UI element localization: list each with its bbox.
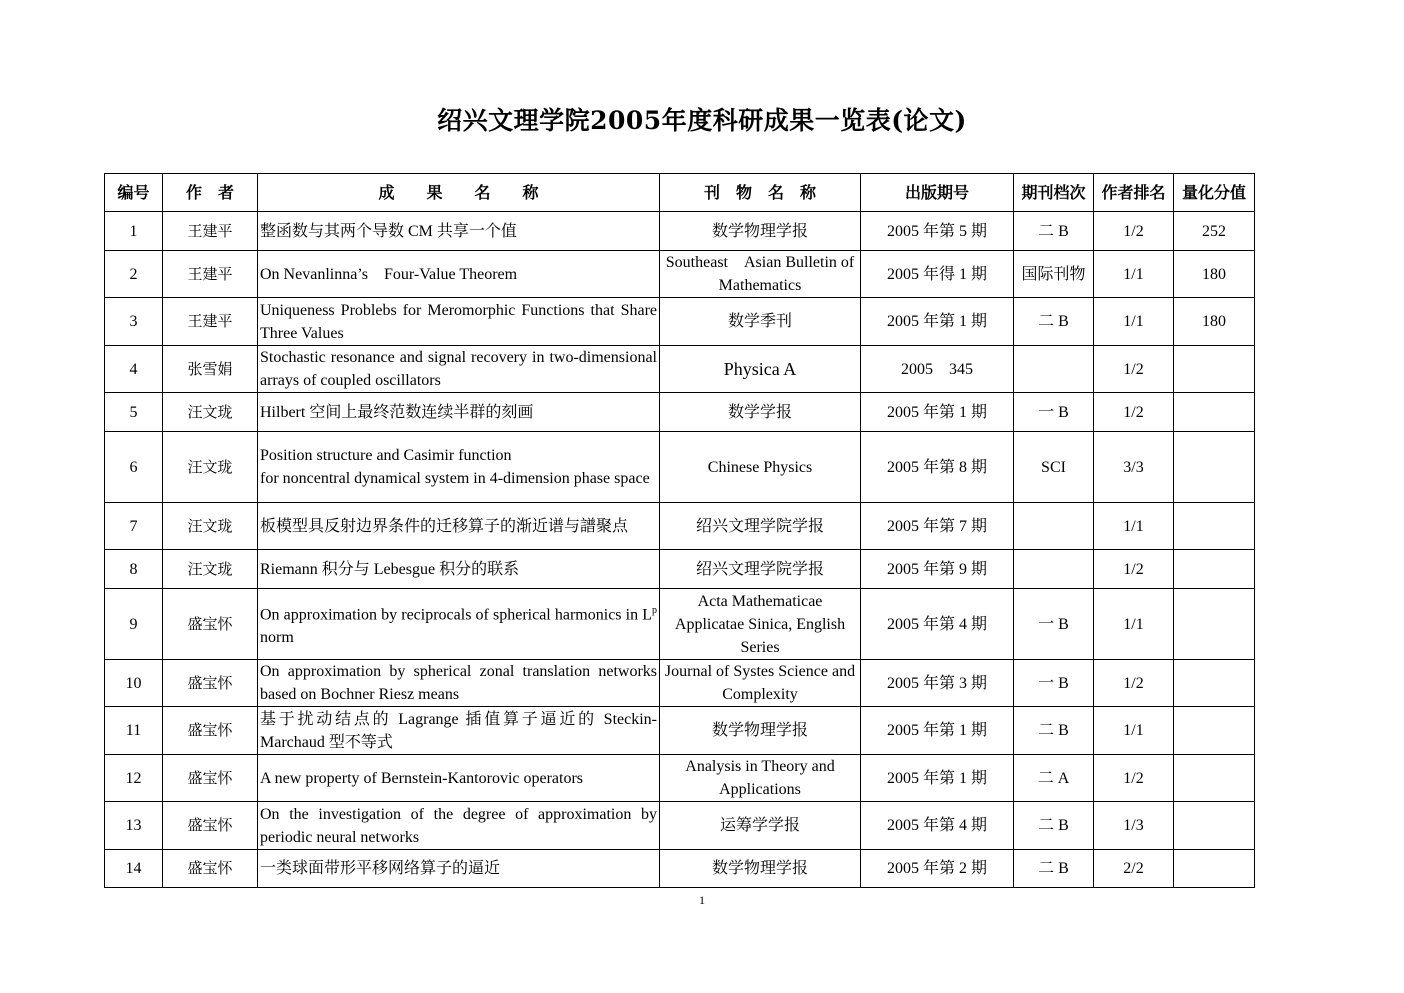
cell-score: [1174, 707, 1255, 755]
cell-author: 汪文珑: [163, 550, 258, 589]
cell-number: 12: [105, 755, 163, 802]
cell-journal: 绍兴文理学院学报: [660, 550, 861, 589]
research-results-table: [104, 173, 1255, 888]
cell-number: 8: [105, 550, 163, 589]
cell-grade: [1014, 503, 1094, 550]
cell-number: 3: [105, 298, 163, 346]
cell-score: [1174, 850, 1255, 888]
cell-issue: 2005 年第 2 期: [861, 850, 1014, 888]
cell-rank: 1/2: [1094, 393, 1174, 432]
cell-paper: 一类球面带形平移网络算子的逼近: [258, 850, 660, 888]
cell-author: 王建平: [163, 251, 258, 298]
cell-paper: [258, 589, 660, 660]
cell-author: 张雪娟: [163, 346, 258, 393]
header-journal: 刊 物 名 称: [660, 174, 861, 212]
cell-score: 180: [1174, 298, 1255, 346]
cell-grade: 二 B: [1014, 298, 1094, 346]
cell-score: [1174, 550, 1255, 589]
cell-number: 11: [105, 707, 163, 755]
cell-rank: 1/3: [1094, 802, 1174, 850]
cell-number: 13: [105, 802, 163, 850]
cell-paper: Uniqueness Problebs for Meromorphic Functions that Share Three Values: [258, 298, 660, 346]
cell-rank: 1/1: [1094, 503, 1174, 550]
cell-issue: 2005 年第 1 期: [861, 755, 1014, 802]
cell-rank: 1/2: [1094, 755, 1174, 802]
cell-rank: 2/2: [1094, 850, 1174, 888]
table-row: [105, 755, 1255, 802]
table-row: [105, 660, 1255, 707]
cell-journal: 数学季刊: [660, 298, 861, 346]
cell-score: [1174, 393, 1255, 432]
cell-grade: 国际刊物: [1014, 251, 1094, 298]
cell-journal: Journal of Systes Science and Complexity: [660, 660, 861, 707]
cell-issue: 2005 年第 1 期: [861, 707, 1014, 755]
cell-author: 盛宝怀: [163, 802, 258, 850]
table-row: [105, 503, 1255, 550]
cell-rank: 1/2: [1094, 346, 1174, 393]
cell-grade: [1014, 346, 1094, 393]
cell-rank: 1/1: [1094, 707, 1174, 755]
cell-paper: Stochastic resonance and signal recovery in two-dimensional arrays of coupled oscillators: [258, 346, 660, 393]
cell-journal: 绍兴文理学院学报: [660, 503, 861, 550]
cell-paper: 板模型具反射边界条件的迁移算子的渐近谱与譜聚点: [258, 503, 660, 550]
cell-journal: 数学物理学报: [660, 707, 861, 755]
table-row: [105, 850, 1255, 888]
cell-journal: 数学物理学报: [660, 212, 861, 251]
cell-journal: Southeast Asian Bulletin of Mathematics: [660, 251, 861, 298]
cell-journal: 运筹学学报: [660, 802, 861, 850]
cell-rank: 1/2: [1094, 212, 1174, 251]
cell-grade: 二 B: [1014, 707, 1094, 755]
header-score: 量化分值: [1174, 174, 1255, 212]
cell-score: [1174, 432, 1255, 503]
cell-grade: 一 B: [1014, 660, 1094, 707]
cell-author: 盛宝怀: [163, 850, 258, 888]
cell-author: 汪文珑: [163, 503, 258, 550]
cell-number: 4: [105, 346, 163, 393]
cell-rank: 1/1: [1094, 589, 1174, 660]
cell-journal: Analysis in Theory and Applications: [660, 755, 861, 802]
cell-journal: 数学物理学报: [660, 850, 861, 888]
cell-grade: 二 B: [1014, 802, 1094, 850]
header-issue: 出版期号: [861, 174, 1014, 212]
header-journal-grade: 期刊档次: [1014, 174, 1094, 212]
cell-number: 14: [105, 850, 163, 888]
cell-number: 6: [105, 432, 163, 503]
cell-paper: 整函数与其两个导数 CM 共享一个值: [258, 212, 660, 251]
cell-issue: 2005 年得 1 期: [861, 251, 1014, 298]
cell-number: 1: [105, 212, 163, 251]
cell-paper: A new property of Bernstein-Kantorovic operators: [258, 755, 660, 802]
table-row: [105, 432, 1255, 503]
table-row: [105, 346, 1255, 393]
header-author: 作 者: [163, 174, 258, 212]
cell-author: 王建平: [163, 298, 258, 346]
cell-issue: 2005 年第 4 期: [861, 589, 1014, 660]
cell-score: [1174, 346, 1255, 393]
cell-paper: Riemann 积分与 Lebesgue 积分的联系: [258, 550, 660, 589]
cell-paper: On approximation by spherical zonal translation networks based on Bochner Riesz means: [258, 660, 660, 707]
cell-journal: Acta Mathematicae Applicatae Sinica, English Series: [660, 589, 861, 660]
cell-author: 汪文珑: [163, 432, 258, 503]
cell-score: [1174, 589, 1255, 660]
cell-paper: [258, 432, 660, 503]
cell-grade: 二 B: [1014, 850, 1094, 888]
header-paper-title: 成 果 名 称: [258, 174, 660, 212]
paper-title-line-1: Position structure and Casimir function: [260, 447, 512, 464]
cell-grade: 二 B: [1014, 212, 1094, 251]
cell-score: [1174, 802, 1255, 850]
cell-number: 9: [105, 589, 163, 660]
cell-issue: 2005 345: [861, 346, 1014, 393]
paper-title-text: On approximation by reciprocals of spherical harmonics in L: [260, 606, 652, 624]
cell-score: [1174, 660, 1255, 707]
cell-score: 252: [1174, 212, 1255, 251]
table-row: [105, 589, 1255, 660]
cell-author: 王建平: [163, 212, 258, 251]
table-row: [105, 212, 1255, 251]
paper-title-line-2: for noncentral dynamical system in 4-dimension phase space: [260, 470, 650, 487]
paper-title-tail: norm: [260, 629, 294, 647]
cell-issue: 2005 年第 8 期: [861, 432, 1014, 503]
cell-author: 盛宝怀: [163, 589, 258, 660]
cell-journal: Physica A: [660, 346, 861, 393]
cell-author: 盛宝怀: [163, 707, 258, 755]
cell-number: 5: [105, 393, 163, 432]
cell-rank: 1/2: [1094, 660, 1174, 707]
cell-paper: 基于扰动结点的 Lagrange 插值算子逼近的 Steckin-Marchaud 型不等式: [258, 707, 660, 755]
cell-issue: 2005 年第 7 期: [861, 503, 1014, 550]
cell-grade: SCI: [1014, 432, 1094, 503]
cell-journal: Chinese Physics: [660, 432, 861, 503]
table-row: [105, 298, 1255, 346]
paper-title-superscript: p: [652, 604, 657, 616]
cell-author: 盛宝怀: [163, 755, 258, 802]
cell-author: 盛宝怀: [163, 660, 258, 707]
header-number: 编号: [105, 174, 163, 212]
header-author-rank: 作者排名: [1094, 174, 1174, 212]
cell-issue: 2005 年第 4 期: [861, 802, 1014, 850]
cell-issue: 2005 年第 1 期: [861, 393, 1014, 432]
cell-grade: [1014, 550, 1094, 589]
cell-grade: 一 B: [1014, 393, 1094, 432]
cell-paper: On the investigation of the degree of approximation by periodic neural networks: [258, 802, 660, 850]
table-row: [105, 251, 1255, 298]
cell-score: [1174, 503, 1255, 550]
cell-score: 180: [1174, 251, 1255, 298]
cell-rank: 1/2: [1094, 550, 1174, 589]
cell-rank: 3/3: [1094, 432, 1174, 503]
cell-grade: 一 B: [1014, 589, 1094, 660]
cell-issue: 2005 年第 5 期: [861, 212, 1014, 251]
cell-grade: 二 A: [1014, 755, 1094, 802]
table-row: [105, 550, 1255, 589]
cell-rank: 1/1: [1094, 251, 1174, 298]
cell-issue: 2005 年第 3 期: [861, 660, 1014, 707]
page-number: 1: [699, 893, 705, 907]
cell-number: 7: [105, 503, 163, 550]
cell-issue: 2005 年第 1 期: [861, 298, 1014, 346]
cell-journal: 数学学报: [660, 393, 861, 432]
table-header-row: [105, 174, 1255, 212]
table-row: [105, 393, 1255, 432]
cell-paper: On Nevanlinna’s Four-Value Theorem: [258, 251, 660, 298]
cell-number: 2: [105, 251, 163, 298]
cell-paper: Hilbert 空间上最终范数连续半群的刻画: [258, 393, 660, 432]
cell-rank: 1/1: [1094, 298, 1174, 346]
cell-issue: 2005 年第 9 期: [861, 550, 1014, 589]
table-row: [105, 802, 1255, 850]
cell-author: 汪文珑: [163, 393, 258, 432]
cell-score: [1174, 755, 1255, 802]
page-title: 绍兴文理学院2005年度科研成果一览表(论文): [437, 106, 967, 135]
table-row: [105, 707, 1255, 755]
cell-number: 10: [105, 660, 163, 707]
